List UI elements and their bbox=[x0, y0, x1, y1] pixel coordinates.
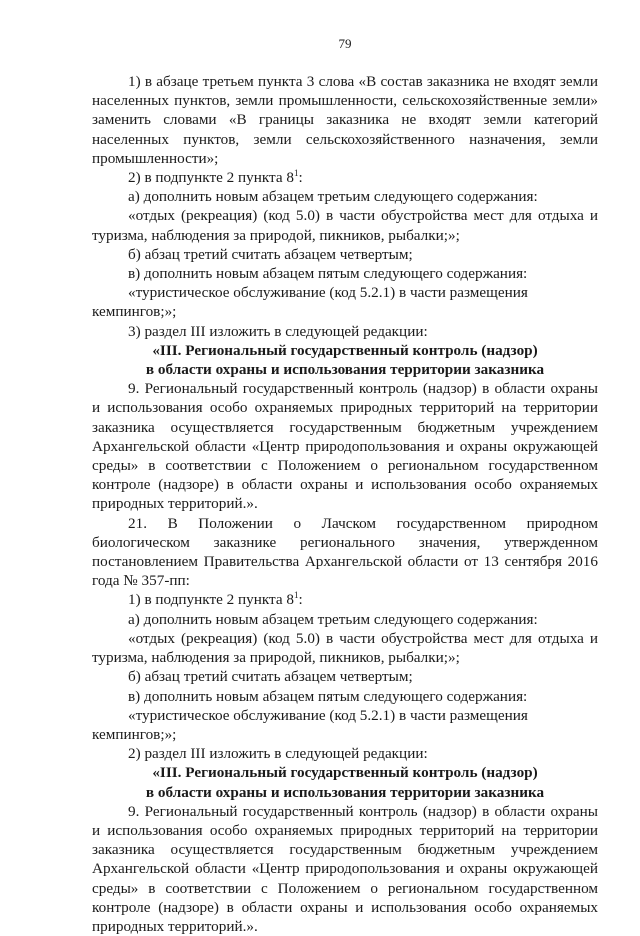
superscript: 1 bbox=[294, 168, 299, 179]
paragraph: в) дополнить новым абзацем пятым следующего содержания: bbox=[128, 265, 528, 283]
paragraph: а) дополнить новым абзацем третьим следующего содержания: bbox=[128, 610, 538, 628]
paragraph: 2) раздел III изложить в следующей редакции: bbox=[128, 745, 428, 763]
paragraph: 21. В Положении о Лачском государственном природном биологическом заказнике регионального значения, утвержденном постановлением Правительства Архангельской области от 13 сентября 2016 года № 357-пп: bbox=[92, 514, 598, 590]
section-heading: в области охраны и использования территории заказника bbox=[145, 783, 545, 801]
paragraph: 9. Региональный государственный контроль (надзор) в области охраны и использования особо охраняемых природных территорий на территории заказника осуществляется государственным бюджетным учреждением Архангельской области «Центр природопользования и охраны окружающей среды» в соответствии с Положением о региональном государственном контроле (надзоре) в области охраны и использования особо охраняемых природных территорий.». bbox=[92, 380, 598, 513]
paragraph: в) дополнить новым абзацем пятым следующего содержания: bbox=[128, 687, 528, 705]
section-heading: в области охраны и использования территории заказника bbox=[145, 361, 545, 379]
document-body bbox=[92, 72, 598, 936]
paragraph: 9. Региональный государственный контроль (надзор) в области охраны и использования особо охраняемых природных территорий на территории заказника осуществляется государственным бюджетным учреждением Архангельской области «Центр природопользования и охраны окружающей среды» в соответствии с Положением о региональном государственном контроле (надзоре) в области охраны и использования особо охраняемых природных территорий.». bbox=[92, 802, 598, 935]
section-heading: «III. Региональный государственный контроль (надзор) bbox=[152, 764, 538, 782]
paragraph: б) абзац третий считать абзацем четвертым; bbox=[128, 668, 413, 686]
paragraph-text: 2) в подпункте 2 пункта 8 bbox=[128, 169, 295, 187]
superscript: 1 bbox=[294, 590, 299, 601]
paragraph: 3) раздел III изложить в следующей редакции: bbox=[128, 322, 428, 340]
paragraph-text: 1) в подпункте 2 пункта 8 bbox=[128, 591, 295, 609]
paragraph bbox=[92, 168, 598, 187]
paragraph-suffix: : bbox=[298, 591, 303, 609]
paragraph: б) абзац третий считать абзацем четвертым; bbox=[128, 245, 413, 263]
paragraph: «туристическое обслуживание (код 5.2.1) в части размещения кемпингов;»; bbox=[92, 706, 528, 743]
paragraph bbox=[92, 590, 598, 609]
paragraph: «отдых (рекреация) (код 5.0) в части обустройства мест для отдыха и туризма, наблюдения за природой, пикников, рыбалки;»; bbox=[92, 629, 598, 667]
paragraph: а) дополнить новым абзацем третьим следующего содержания: bbox=[128, 188, 538, 206]
paragraph: «отдых (рекреация) (код 5.0) в части обустройства мест для отдыха и туризма, наблюдения за природой, пикников, рыбалки;»; bbox=[92, 207, 598, 244]
paragraph-suffix: : bbox=[298, 169, 303, 187]
paragraph: «туристическое обслуживание (код 5.2.1) в части размещения кемпингов;»; bbox=[92, 284, 528, 321]
paragraph: 1) в абзаце третьем пункта 3 слова «В состав заказника не входят земли населенных пунктов, земли промышленности, сельскохозяйственные земли» заменить словами «В границы заказника не входят земли категорий населенных пунктов, земли сельскохозяйственного назначения, земли промышленности»; bbox=[92, 73, 598, 167]
section-heading: «III. Региональный государственный контроль (надзор) bbox=[152, 341, 538, 359]
page-number: 79 bbox=[338, 36, 352, 51]
